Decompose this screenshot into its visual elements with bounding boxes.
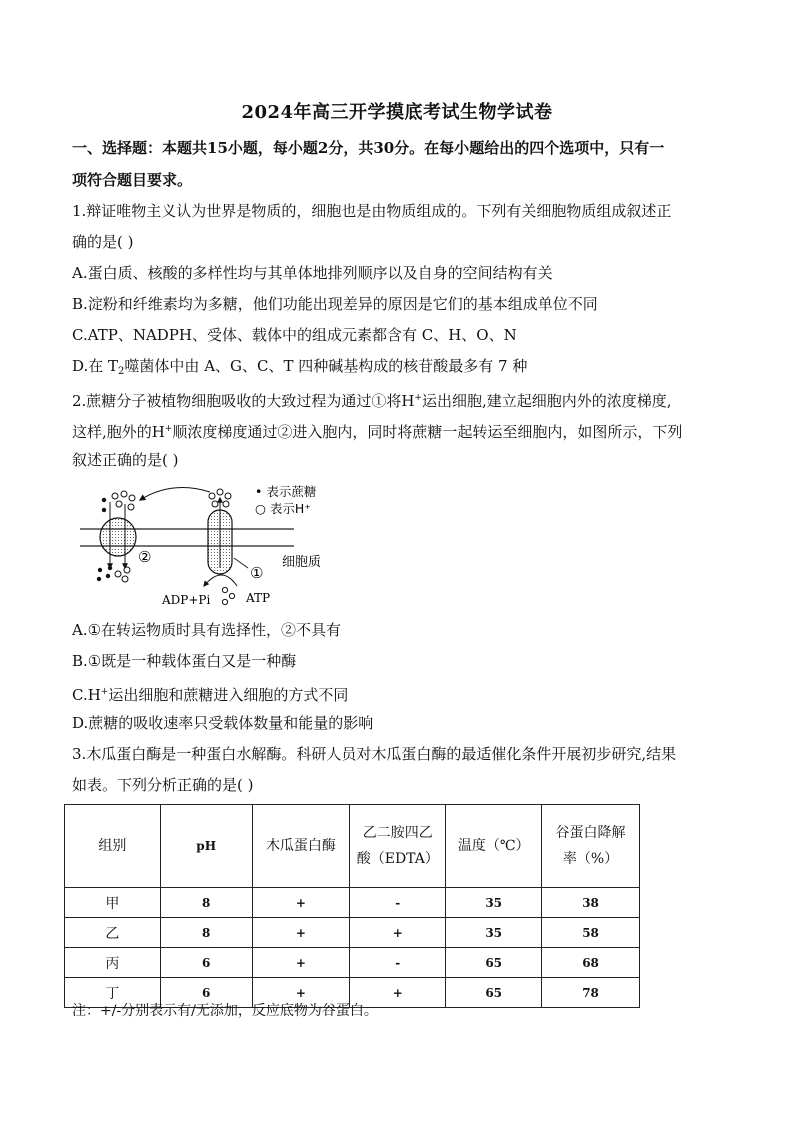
cell-ph: 6: [160, 978, 252, 1008]
h-ion-circle: [222, 599, 227, 604]
membrane-transport-diagram: [72, 482, 362, 612]
cell-group: 丁: [65, 978, 161, 1008]
q2-stem-line1: [72, 387, 727, 412]
q2-stem-line1-pre: 2.蔗糖分子被植物细胞吸收的大致过程为通过①将H: [72, 392, 415, 410]
header-temperature: 温度（℃）: [446, 805, 542, 888]
table-row: [65, 888, 640, 918]
sucrose-dot: [106, 574, 110, 578]
header-group: 组别: [65, 805, 161, 888]
q1-option-b: B.淀粉和纤维素均为多糖，他们功能出现差异的原因是它们的基本组成单位不同: [72, 295, 598, 313]
h-ion-circle: [229, 593, 234, 598]
q1-option-c: C.ATP、NADPH、受体、载体中的组成元素都含有 C、H、O、N: [72, 326, 517, 344]
h-ion-circle: [223, 501, 229, 507]
h-ion-circle: [121, 491, 127, 497]
cell-papain: +: [252, 948, 350, 978]
sucrose-dot: [102, 498, 106, 502]
q2-stem-line2-pre: 这样,胞外的H: [72, 423, 165, 441]
section-heading-line2: 项符合题目要求。: [72, 171, 193, 189]
label-1-leader: [234, 558, 248, 568]
page-title: 2024年高三开学摸底考试生物学试卷: [241, 102, 553, 123]
h-ion-circle: [116, 501, 122, 507]
cell-papain: +: [252, 918, 350, 948]
cell-ph: 6: [160, 948, 252, 978]
header-ph: pH: [160, 805, 252, 888]
q1-option-a: A.蛋白质、核酸的多样性均与其单体地排列顺序以及自身的空间结构有关: [72, 264, 553, 282]
cell-group: 甲: [65, 888, 161, 918]
cell-edta: +: [350, 918, 446, 948]
q2-stem-line1-sup: +: [414, 393, 422, 403]
cell-group: 丙: [65, 948, 161, 978]
q2-option-b: B.①既是一种载体蛋白又是一种酶: [72, 652, 297, 670]
h-ion-circle: [124, 567, 130, 573]
q2-option-c: [72, 681, 727, 706]
q2-stem-line1-post: 运出细胞,建立起细胞内外的浓度梯度,: [421, 392, 672, 410]
atp-hydrolysis-arrow: [204, 575, 237, 586]
legend-h-ion: ○ 表示H⁺: [255, 501, 311, 516]
q1-option-d: [72, 355, 727, 383]
h-ion-circle: [225, 493, 231, 499]
sucrose-dot: [102, 508, 106, 512]
q3-stem-line1: 3.木瓜蛋白酶是一种蛋白水解酶。科研人员对木瓜蛋白酶的最适催化条件开展初步研究,结果: [72, 745, 677, 763]
h-ion-circle: [112, 493, 118, 499]
label-1: ①: [250, 564, 264, 582]
table-row: [65, 948, 640, 978]
h-ion-circle: [128, 504, 134, 510]
header-edta: 乙二胺四乙 酸（EDTA）: [350, 805, 446, 888]
q3-stem-line2: 如表。下列分析正确的是( ): [72, 776, 254, 794]
label-atp: ATP: [246, 591, 271, 605]
table-header-row: [65, 805, 640, 888]
cell-degradation-rate: 78: [542, 978, 640, 1008]
cell-ph: 8: [160, 918, 252, 948]
h-ion-circle: [212, 501, 218, 507]
cell-group: 乙: [65, 918, 161, 948]
cell-papain: +: [252, 888, 350, 918]
sucrose-dot: [97, 577, 101, 581]
cell-temperature: 35: [446, 888, 542, 918]
q2-option-c-sup: +: [100, 687, 109, 697]
header-papain: 木瓜蛋白酶: [252, 805, 350, 888]
cell-degradation-rate: 58: [542, 918, 640, 948]
cell-temperature: 35: [446, 918, 542, 948]
h-ion-circle: [209, 493, 215, 499]
header-degradation-rate: 谷蛋白降解 率（%）: [542, 805, 640, 888]
h-ion-circle: [129, 495, 135, 501]
q1-stem-line1: 1.辩证唯物主义认为世界是物质的，细胞也是由物质组成的。下列有关细胞物质组成叙述正: [72, 202, 672, 220]
cell-temperature: 65: [446, 978, 542, 1008]
cell-papain: +: [252, 978, 350, 1008]
cell-degradation-rate: 68: [542, 948, 640, 978]
cell-edta: -: [350, 888, 446, 918]
label-cytoplasm: 细胞质: [282, 555, 322, 570]
h-ion-circle: [115, 571, 121, 577]
h-return-arrow: [140, 488, 210, 501]
q2-stem-line2-sup: +: [164, 424, 173, 434]
section-heading-line1: 一、选择题：本题共15小题，每小题2分，共30分。在每小题给出的四个选项中，只有一: [72, 139, 665, 157]
label-2: ②: [138, 548, 152, 566]
cell-degradation-rate: 38: [542, 888, 640, 918]
q2-stem-line3: 叙述正确的是( ): [72, 451, 179, 469]
q1-stem-line2: 确的是( ): [72, 233, 134, 251]
h-ion-circle: [222, 587, 227, 592]
label-adp-pi: ADP+Pi: [162, 593, 211, 607]
cell-edta: +: [350, 978, 446, 1008]
q2-stem-line2-post: 顺浓度梯度通过②进入胞内，同时将蔗糖一起转运至细胞内，如图所示，下列: [172, 423, 683, 441]
q2-stem-line2: [72, 418, 727, 443]
q1-option-d-post: 噬菌体中由 A、G、C、T 四种碱基构成的核苷酸最多有 7 种: [124, 357, 528, 375]
table-row: [65, 918, 640, 948]
sucrose-dot: [108, 566, 112, 570]
legend-sucrose: • 表示蔗糖: [255, 484, 317, 499]
q2-option-c-pre: C.H: [72, 686, 101, 704]
h-ion-circle: [217, 489, 223, 495]
cotransporter-protein-2: [100, 518, 136, 556]
q1-option-d-pre: D.在 T: [72, 357, 119, 375]
h-ion-circle: [122, 576, 128, 582]
cell-temperature: 65: [446, 948, 542, 978]
table-note: 注：+/-分别表示有/无添加，反应底物为谷蛋白。: [72, 1003, 378, 1019]
cell-edta: -: [350, 948, 446, 978]
cell-ph: 8: [160, 888, 252, 918]
q2-option-a: A.①在转运物质时具有选择性，②不具有: [72, 621, 342, 639]
q1-option-d-sub: 2: [118, 366, 125, 377]
enzyme-results-table: [64, 804, 640, 1008]
q2-option-c-post: 运出细胞和蔗糖进入细胞的方式不同: [108, 686, 349, 704]
q2-option-d: D.蔗糖的吸收速率只受载体数量和能量的影响: [72, 714, 374, 732]
sucrose-dot: [98, 568, 102, 572]
